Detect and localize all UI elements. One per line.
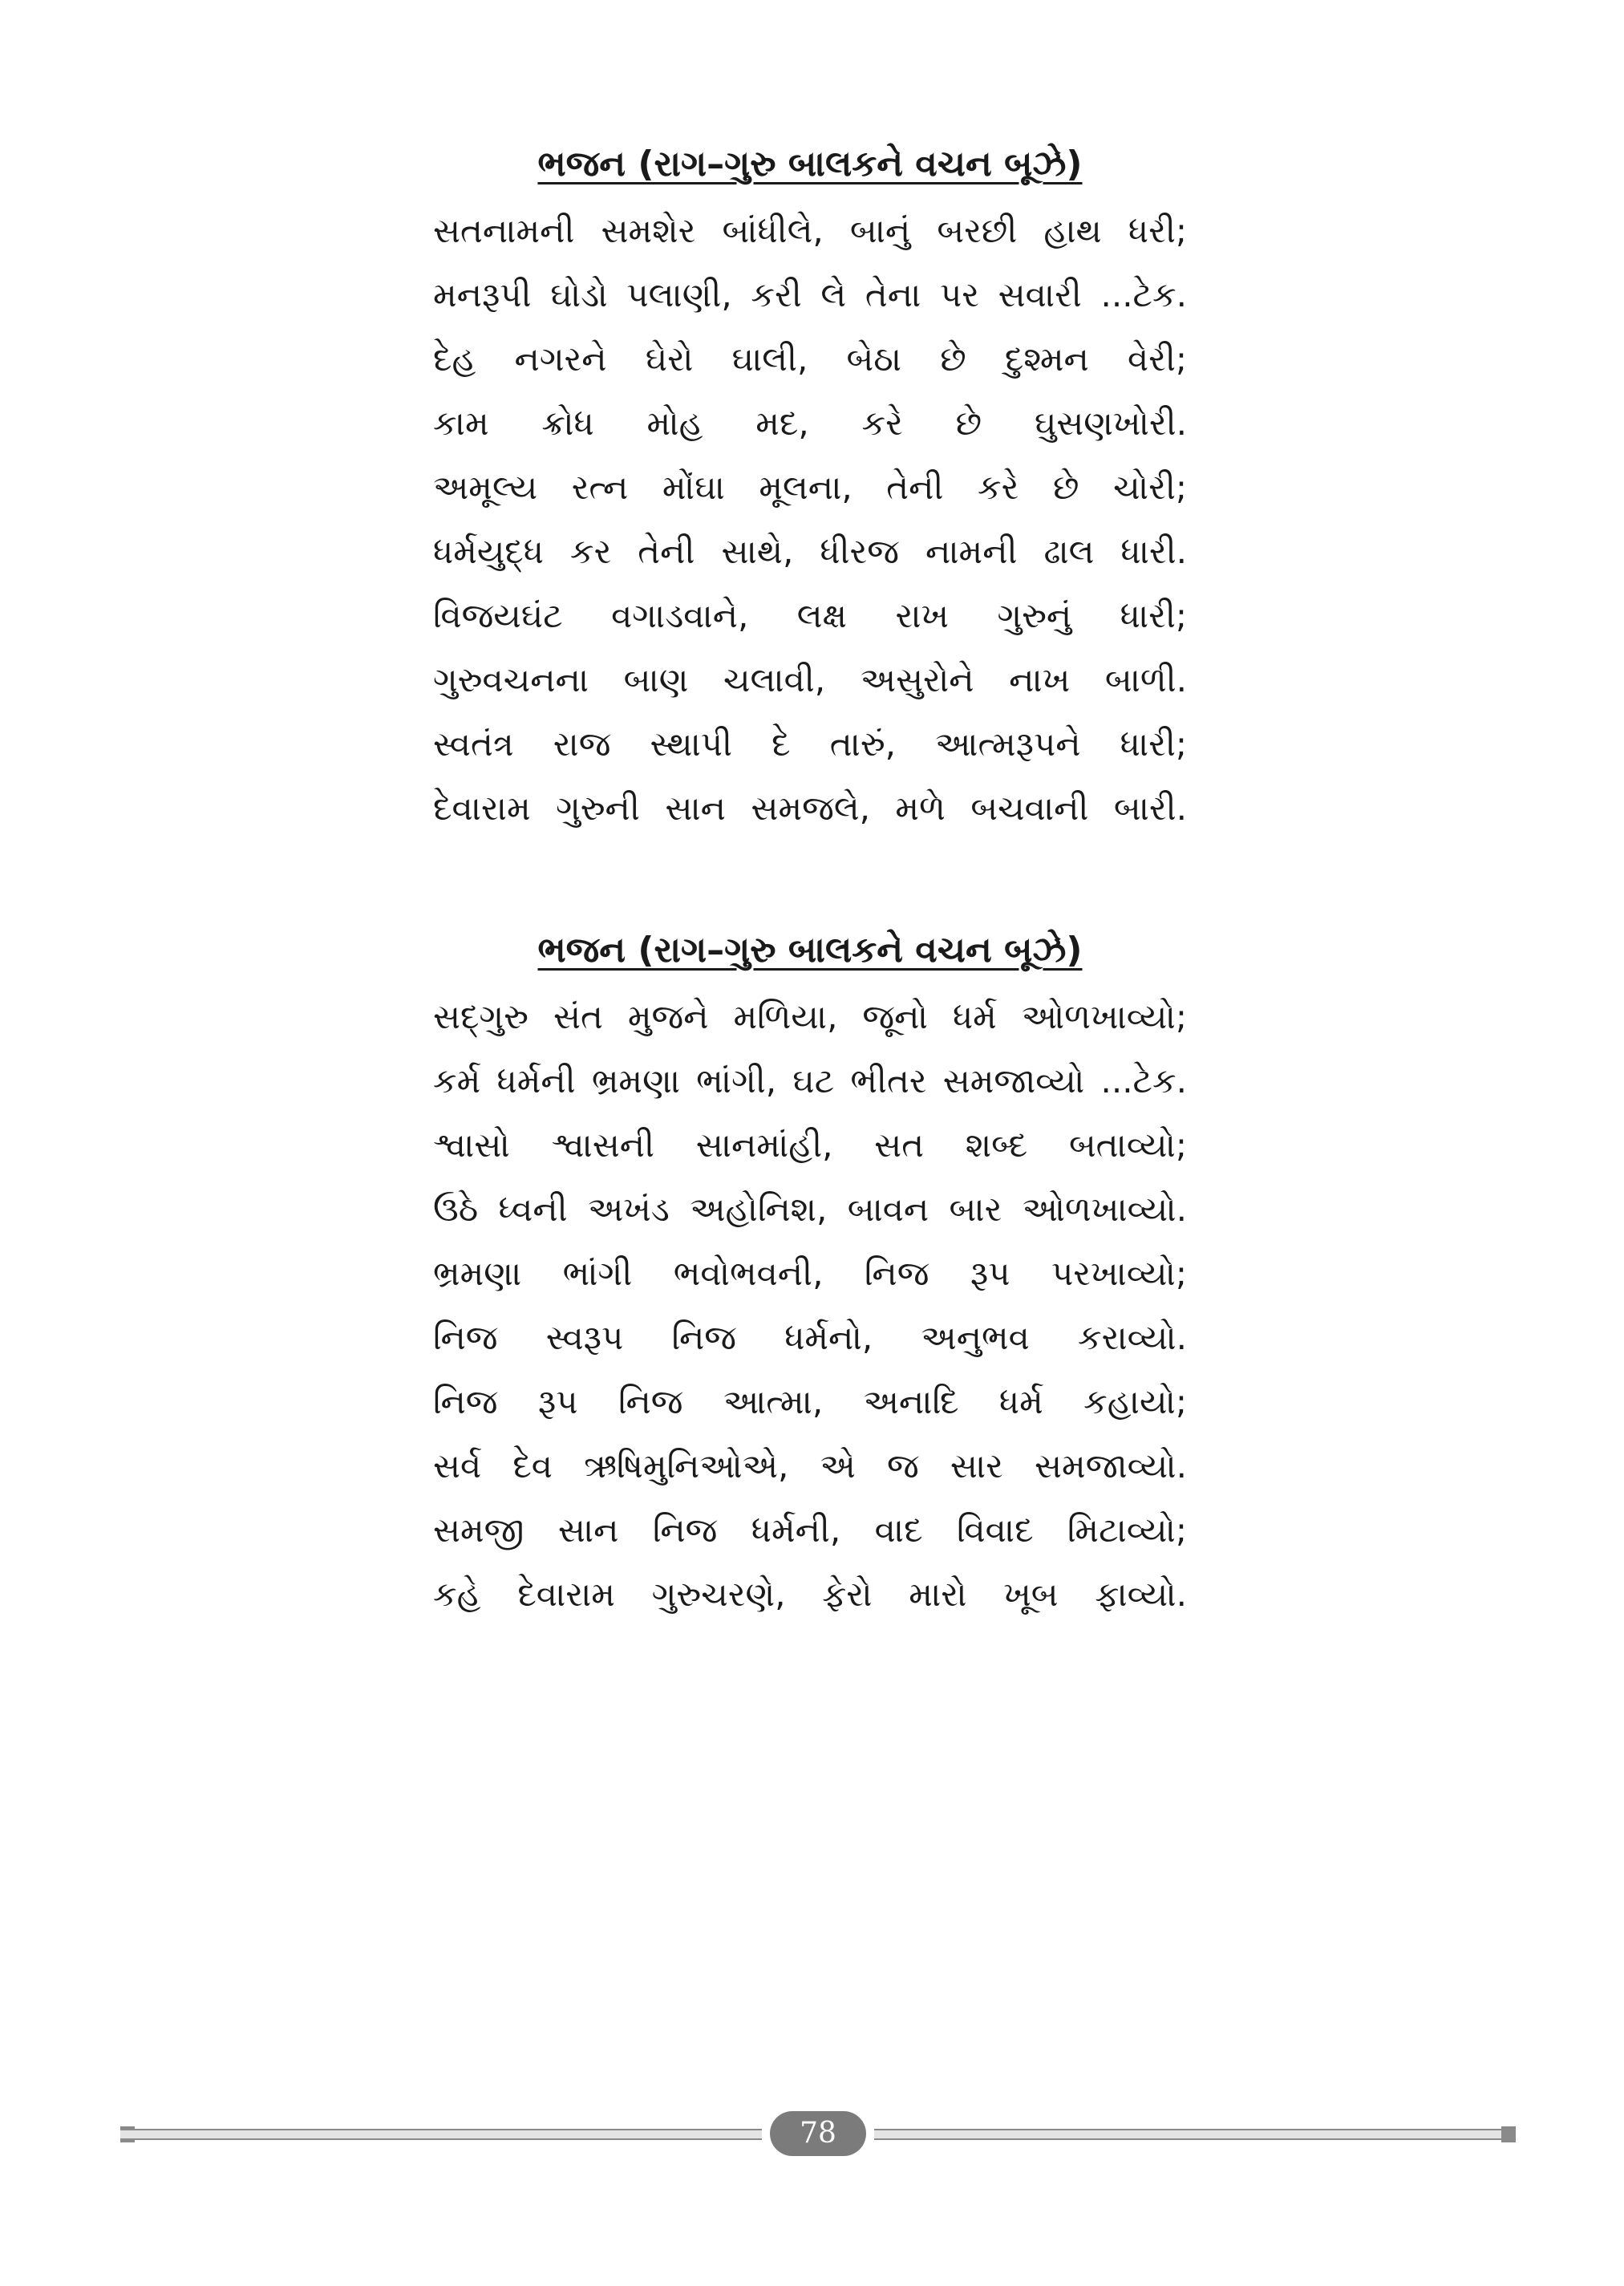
footer-rule-cap-right: [1501, 2126, 1516, 2142]
verse-line: નિજ રૂપ નિજ આત્મા, અનાદિ ધર્મ કહાયો;: [433, 1382, 1187, 1421]
verse-line: દેહ નગરને ઘેરો ઘાલી, બેઠા છે દુશ્મન વેરી;: [433, 339, 1187, 379]
verse-line: કહે દેવારામ ગુરુચરણે, ફેરો મારો ખૂબ ફાવ્યો.: [433, 1575, 1187, 1614]
bhajan-section-1: [433, 136, 1187, 841]
verse-line: શ્વાસો શ્વાસની સાનમાંહી, સત શબ્દ બતાવ્યો;: [433, 1125, 1187, 1165]
verse-line: મનરૂપી ઘોડો પલાણી, કરી લે તેના પર સવારી ...ટેક.: [433, 275, 1187, 314]
verse-line: ઉઠે ધ્વની અખંડ અહોનિશ, બાવન બાર ઓળખાવ્યો.: [433, 1190, 1187, 1229]
verse-line: નિજ સ્વરૂપ નિજ ધર્મનો, અનુભવ કરાવ્યો.: [433, 1318, 1187, 1357]
bhajan-section-2: [433, 922, 1187, 1627]
verse-line: સતનામની સમશેર બાંધીલે, બાનું બરછી હાથ ધરી;: [433, 211, 1187, 250]
verse-line: કર્મ ધર્મની ભ્રમણા ભાંગી, ઘટ ભીતર સમજાવ્યો ...ટેક.: [433, 1061, 1187, 1100]
footer-rule-right: [874, 2129, 1516, 2140]
footer-rule-left: [120, 2129, 762, 2140]
bhajan-2-title: ભજન (રાગ–ગુરુ બાલકને વચન બૂઝે): [537, 930, 1083, 971]
page-number: 78: [770, 2111, 866, 2156]
verse-line: ગુરુવચનના બાણ ચલાવી, અસુરોને નાખ બાળી.: [433, 660, 1187, 699]
verse-line: ભ્રમણા ભાંગી ભવોભવની, નિજ રૂપ પરખાવ્યો;: [433, 1254, 1187, 1293]
bhajan-1-title: ભજન (રાગ–ગુરુ બાલકને વચન બૂઝે): [537, 144, 1083, 184]
verse-line: સ્વતંત્ર રાજ સ્થાપી દે તારું, આત્મરૂપને ધારી;: [433, 724, 1187, 764]
verse-line: કામ ક્રોધ મોહ મદ, કરે છે ઘુસણખોરી.: [433, 403, 1187, 443]
verse-line: દેવારામ ગુરુની સાન સમજલે, મળે બચવાની બારી.: [433, 788, 1187, 828]
verse-line: સર્વ દેવ ઋષિમુનિઓએ, એ જ સાર સમજાવ્યો.: [433, 1446, 1187, 1485]
verse-line: સદ્‌ગુરુ સંત મુજને મળિયા, જૂનો ધર્મ ઓળખાવ્યો;: [433, 997, 1187, 1036]
page-footer: [120, 2111, 1516, 2156]
verse-line: વિજયઘંટ વગાડવાને, લક્ષ રાખ ગુરુનું ધારી;: [433, 596, 1187, 635]
verse-line: સમજી સાન નિજ ધર્મની, વાદ વિવાદ મિટાવ્યો;: [433, 1510, 1187, 1550]
verse-line: અમૂલ્ય રત્ન મોંઘા મૂલના, તેની કરે છે ચોરી;: [433, 468, 1187, 507]
verse-line: ધર્મયુદ્ધ કર તેની સાથે, ધીરજ નામની ઢાલ ધારી.: [433, 532, 1187, 571]
